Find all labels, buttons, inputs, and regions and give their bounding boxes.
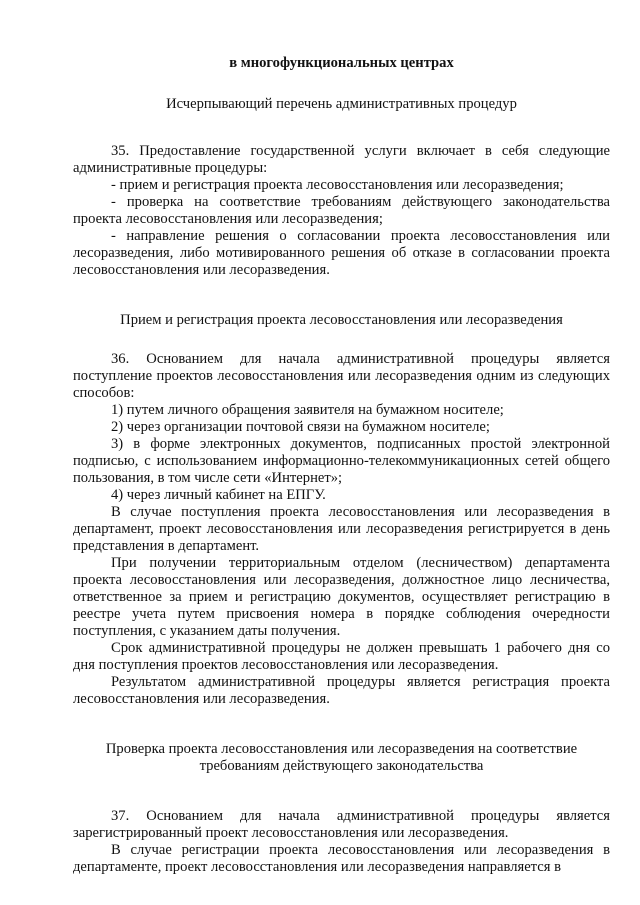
section-heading-check-line2: требованиям действующего законодательства — [199, 758, 484, 774]
document-page — [73, 55, 610, 876]
paragraph-35-intro: 35. Предоставление государственной услуги включает в себя следующие административные процедуры: — [73, 143, 610, 176]
paragraph-35-item-3: - направление решения о согласовании проекта лесовосстановления или лесоразведения, либо мотивированного решения об отказе в согласовании проекта лесовосстановления или лесоразведения. — [73, 228, 610, 278]
paragraph-36-intro: 36. Основанием для начала административной процедуры является поступление проектов лесовосстановления или лесоразведения одним из следующих способов: — [73, 351, 610, 401]
spacer — [73, 329, 610, 351]
paragraph-36-item-2: 2) через организации почтовой связи на бумажном носителе; — [111, 419, 490, 435]
section-heading-reception: Прием и регистрация проекта лесовосстановления или лесоразведения — [120, 312, 563, 328]
spacer — [73, 775, 610, 808]
paragraph-37-continuation: В случае регистрации проекта лесовосстановления или лесоразведения в департаменте, проект лесовосстановления или лесоразведения направляется в — [73, 842, 610, 875]
spacer — [73, 113, 610, 143]
paragraph-36-item-4: 4) через личный кабинет на ЕПГУ. — [111, 487, 326, 503]
paragraph-35-item-1: - прием и регистрация проекта лесовосстановления или лесоразведения; — [111, 177, 564, 193]
section-heading-check-line1: Проверка проекта лесовосстановления или лесоразведения на соответствие — [105, 741, 578, 757]
paragraph-36-registration: В случае поступления проекта лесовосстановления или лесоразведения в департамент, проект лесовосстановления или лесоразведения регистрируется в день представления в департамент. — [73, 504, 610, 554]
paragraph-36-item-3: 3) в форме электронных документов, подписанных простой электронной подписью, с использованием информационно-телекоммуникационных сетей общего пользования, в том числе сети «Интернет»; — [73, 436, 610, 486]
paragraph-36-result: Результатом административной процедуры является регистрация проекта лесовосстановления или лесоразведения. — [73, 674, 610, 707]
paragraph-36-territorial: При получении территориальным отделом (лесничеством) департамента проекта лесовосстановления или лесоразведения, должностное лицо лесничества, ответственное за прием и регистрацию документов, осуществляет регистрацию в реестре учета путем присвоения номера в порядке соблюдения очередности поступления, с указанием даты получения. — [73, 555, 610, 639]
spacer — [73, 279, 610, 312]
paragraph-37-intro: 37. Основанием для начала административной процедуры является зарегистрированный проект лесовосстановления или лесоразведения. — [73, 808, 610, 841]
paragraph-36-deadline: Срок административной процедуры не должен превышать 1 рабочего дня со дня поступления проектов лесовосстановления или лесоразведения. — [73, 640, 610, 673]
spacer — [73, 72, 610, 96]
page-title: в многофункциональных центрах — [229, 55, 454, 71]
paragraph-36-item-1: 1) путем личного обращения заявителя на бумажном носителе; — [111, 402, 504, 418]
spacer — [73, 708, 610, 741]
section-heading-procedures: Исчерпывающий перечень административных процедур — [166, 96, 517, 112]
paragraph-35-item-2: - проверка на соответствие требованиям действующего законодательства проекта лесовосстановления или лесоразведения; — [73, 194, 610, 227]
